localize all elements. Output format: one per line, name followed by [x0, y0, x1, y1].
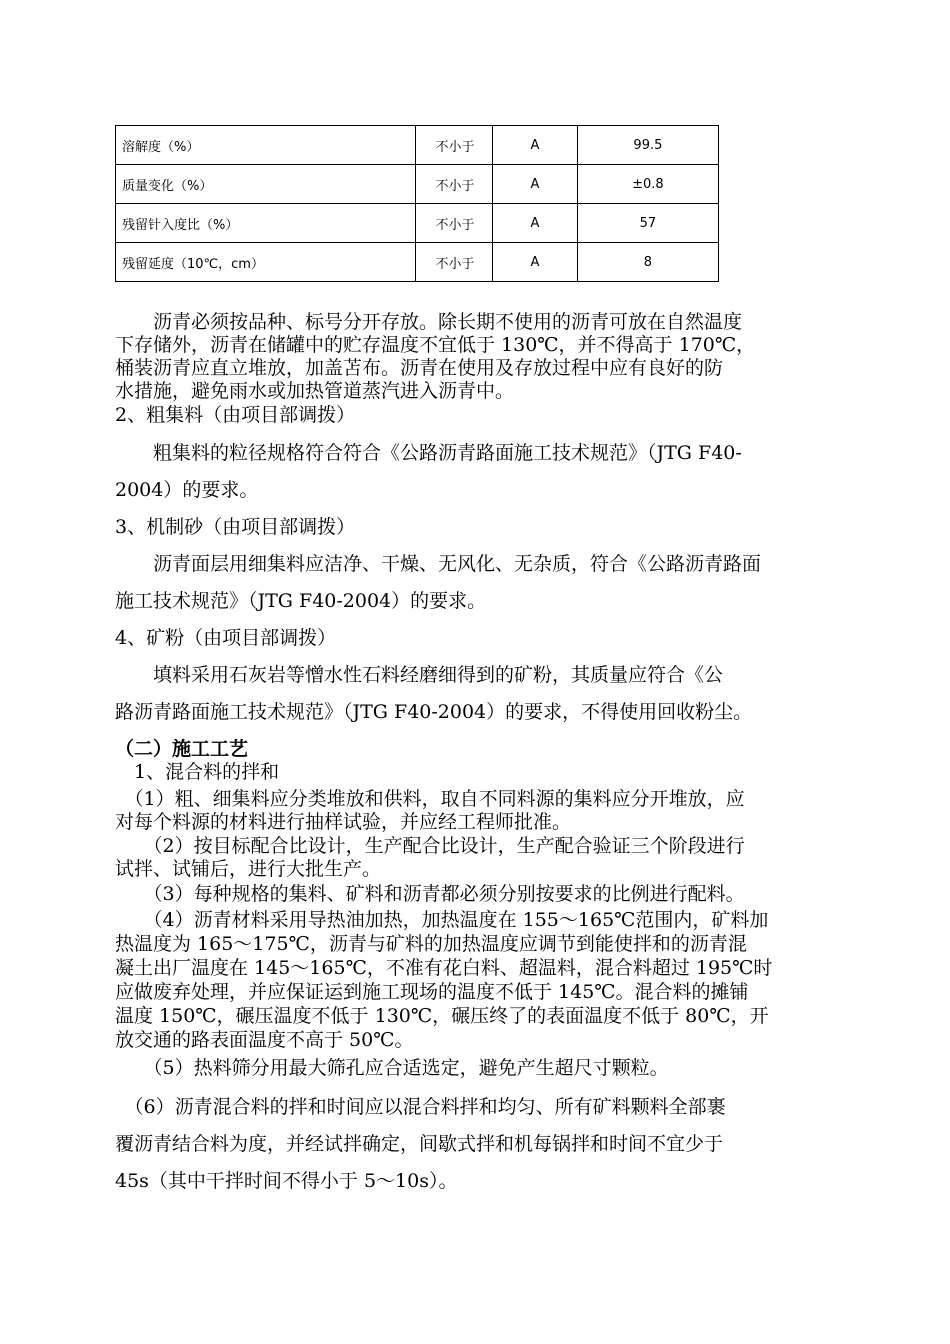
- storage-line-3: 桶装沥青应直立堆放，加盖苫布。沥青在使用及存放过程中应有良好的防: [115, 357, 724, 379]
- mix6-line-2: 覆沥青结合料为度，并经试拌确定，间歇式拌和机每锅拌和时间不宜少于: [115, 1133, 724, 1155]
- table-cell-item: 残留延度（10℃，cm）: [116, 243, 416, 282]
- mix4-line-1: （4）沥青材料采用导热油加热，加热温度在 155～165℃范围内，矿料加: [115, 909, 769, 931]
- sand-line-2: 施工技术规范》（JTG F40-2004）的要求。: [115, 590, 487, 612]
- mix6-line-1: （6）沥青混合料的拌和时间应以混合料拌和均匀、所有矿料颗料全部裹: [115, 1096, 726, 1118]
- table-cell-value: 99.5: [577, 126, 718, 165]
- section-heading: （二）施工工艺: [115, 738, 249, 760]
- mix4-line-4: 应做废弃处理，并应保证运到施工现场的温度不低于 145℃。混合料的摊铺: [115, 981, 749, 1003]
- table-row: [116, 243, 719, 282]
- table-cell-item: 残留针入度比（%）: [116, 204, 416, 243]
- coarse-line-2: 2004）的要求。: [115, 479, 259, 501]
- mix4-line-2: 热温度为 165～175℃，沥青与矿料的加热温度应调节到能使拌和的沥青混: [115, 933, 747, 955]
- mix2-line-1: （2）按目标配合比设计，生产配合比设计，生产配合验证三个阶段进行: [115, 835, 745, 857]
- table-cell-value: 8: [577, 243, 718, 282]
- table-cell-requirement: 不小于: [416, 243, 493, 282]
- table-cell-requirement: 不小于: [416, 204, 493, 243]
- table-cell-grade: A: [493, 243, 578, 282]
- table-cell-requirement: 不小于: [416, 165, 493, 204]
- heading-coarse-aggregate: 2、粗集料（由项目部调拨）: [115, 404, 356, 426]
- mix4-line-3: 凝土出厂温度在 145～165℃，不准有花白料、超温料，混合料超过 195℃时: [115, 957, 773, 979]
- powder-line-2: 路沥青路面施工技术规范》（JTG F40-2004）的要求，不得使用回收粉尘。: [115, 701, 753, 723]
- mix1-line-1: （1）粗、细集料应分类堆放和供料，取自不同料源的集料应分开堆放，应: [115, 788, 745, 810]
- table-cell-grade: A: [493, 204, 578, 243]
- storage-line-4: 水措施，避免雨水或加热管道蒸汽进入沥青中。: [115, 380, 515, 402]
- mix1-line-2: 对每个料源的材料进行抽样试验，并应经工程师批准。: [115, 811, 572, 833]
- mix4-line-5: 温度 150℃，碾压温度不低于 130℃，碾压终了的表面温度不低于 80℃，开: [115, 1005, 769, 1027]
- table-row: [116, 204, 719, 243]
- table-cell-grade: A: [493, 126, 578, 165]
- table-cell-value: ±0.8: [577, 165, 718, 204]
- table-row: [116, 165, 719, 204]
- coarse-line-1: 粗集料的粒径规格符合符合《公路沥青路面施工技术规范》（JTG F40-: [115, 442, 742, 464]
- table-cell-value: 57: [577, 204, 718, 243]
- table-cell-grade: A: [493, 165, 578, 204]
- table-cell-requirement: 不小于: [416, 126, 493, 165]
- mix3-line-1: （3）每种规格的集料、矿料和沥青都必须分别按要求的比例进行配料。: [115, 883, 745, 905]
- heading-manufactured-sand: 3、机制砂（由项目部调拨）: [115, 516, 356, 538]
- mix6-line-3: 45s（其中干拌时间不得小于 5～10s）。: [115, 1170, 458, 1192]
- storage-line-2: 下存储外，沥青在储罐中的贮存温度不宜低于 130℃，并不得高于 170℃，: [115, 334, 756, 356]
- powder-line-1: 填料采用石灰岩等憎水性石料经磨细得到的矿粉，其质量应符合《公: [115, 664, 724, 686]
- storage-line-1: 沥青必须按品种、标号分开存放。除长期不使用的沥青可放在自然温度: [115, 311, 743, 333]
- sand-line-1: 沥青面层用细集料应洁净、干燥、无风化、无杂质，符合《公路沥青路面: [115, 553, 762, 575]
- heading-mineral-powder: 4、矿粉（由项目部调拨）: [115, 627, 337, 649]
- mix5-line-1: （5）热料筛分用最大筛孔应合适选定，避免产生超尺寸颗粒。: [115, 1057, 669, 1079]
- mix4-line-6: 放交通的路表面温度不高于 50℃。: [115, 1029, 414, 1051]
- table-row: [116, 126, 719, 165]
- table-cell-item: 质量变化（%）: [116, 165, 416, 204]
- spec-table: [115, 125, 719, 282]
- subheading-mixing: 1、混合料的拌和: [115, 761, 280, 783]
- table-cell-item: 溶解度（%）: [116, 126, 416, 165]
- mix2-line-2: 试拌、试铺后，进行大批生产。: [115, 858, 382, 880]
